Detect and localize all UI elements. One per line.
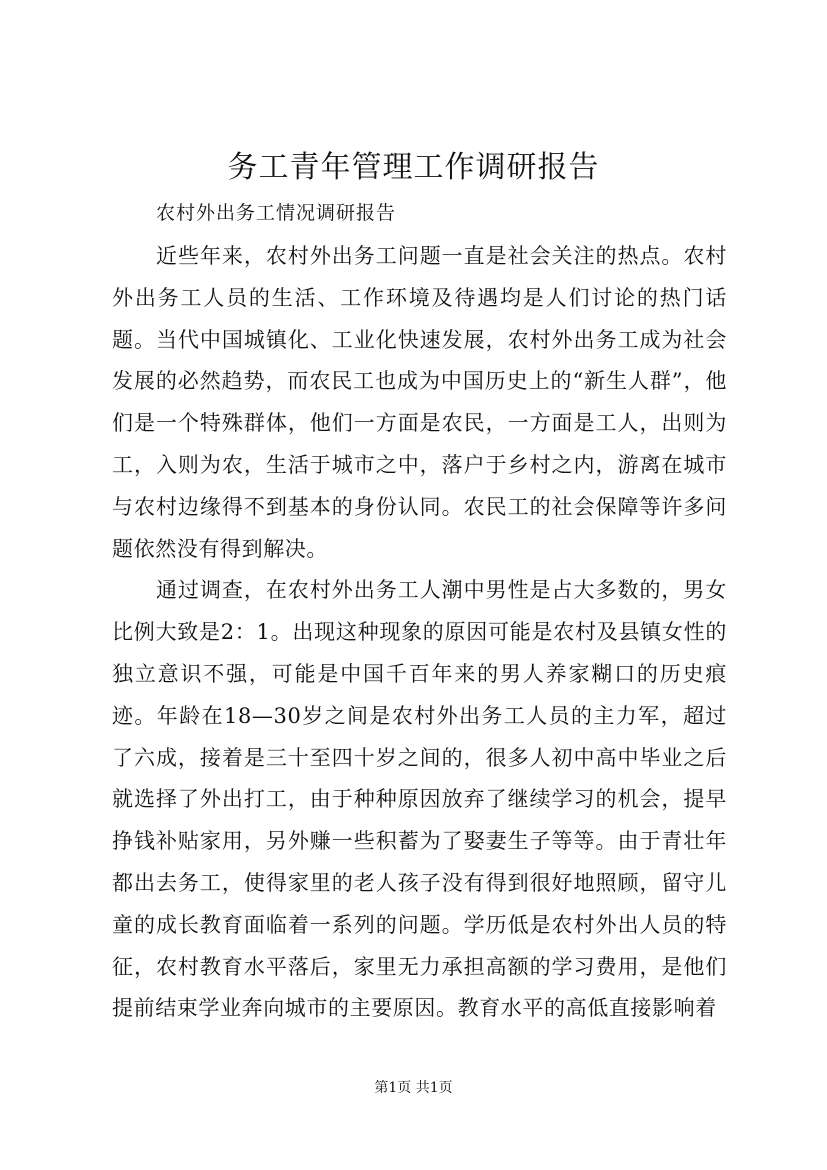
document-subtitle: 农村外出务工情况调研报告 (156, 202, 397, 224)
document-body (112, 236, 727, 1030)
page-footer: 第1页 共1页 (374, 1080, 453, 1096)
document-title: 务工青年管理工作调研报告 (227, 150, 600, 185)
paragraph-2: 通过调查，在农村外出务工人潮中男性是占大多数的，男女比例大致是2：1。出现这种现象的原因可能是农村及县镇女性的独立意识不强，可能是中国千百年来的男人养家糊口的历史痕迹。年龄在18—30岁之间是农村外出务工人员的主力军，超过了六成，接着是三十至四十岁之间的，很多人初中高中毕业之后就选择了外出打工，由于种种原因放弃了继续学习的机会，提早挣钱补贴家用，另外赚一些积蓄为了娶妻生子等等。由于青壮年都出去务工，使得家里的老人孩子没有得到很好地照顾，留守儿童的成长教育面临着一系列的问题。学历低是农村外出人员的特征，农村教育水平落后，家里无力承担高额的学习费用，是他们提前结束学业奔向城市的主要原因。教育水平的高低直接影响着 (112, 578, 727, 1021)
paragraph-1: 近些年来，农村外出务工问题一直是社会关注的热点。农村外出务工人员的生活、工作环境及待遇均是人们讨论的热门话题。当代中国城镇化、工业化快速发展，农村外出务工成为社会发展的必然趋势，而农民工也成为中国历史上的“新生人群”，他们是一个特殊群体，他们一方面是农民，一方面是工人，出则为工，入则为农，生活于城市之中，落户于乡村之内，游离在城市与农村边缘得不到基本的身份认同。农民工的社会保障等许多问题依然没有得到解决。 (112, 244, 727, 561)
